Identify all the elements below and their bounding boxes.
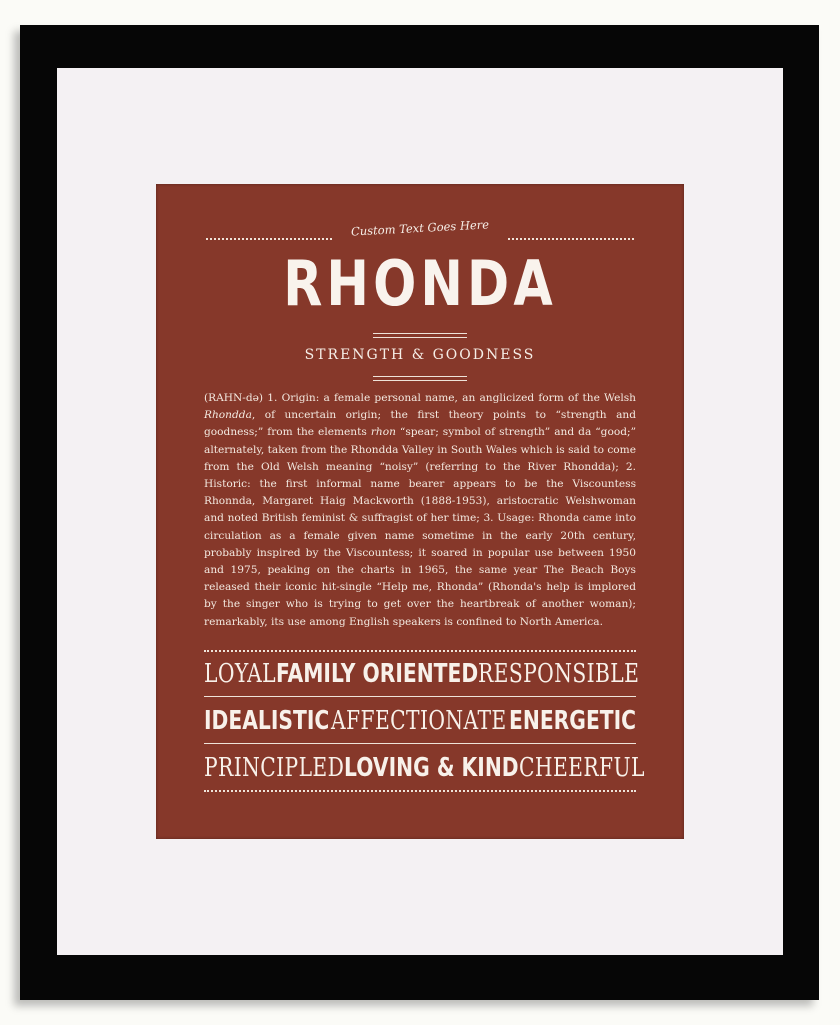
traits-row-3 xyxy=(204,748,645,788)
definition-part-2: , of uncertain origin; the first theory points to “strength and goodness;” from the elements xyxy=(204,409,636,439)
rule-top-short xyxy=(373,333,467,334)
trait-principled: PRINCIPLED xyxy=(204,753,345,783)
trait-idealistic: IDEALISTIC xyxy=(204,706,330,736)
trait-family-oriented: FAMILY ORIENTED xyxy=(275,659,478,689)
trait-loving-kind: LOVING & KIND xyxy=(344,753,520,783)
definition-welsh-name: Rhondda xyxy=(204,409,252,422)
traits-rule-1 xyxy=(204,696,636,697)
trait-responsible: RESPONSIBLE xyxy=(477,659,640,689)
traits-row-2 xyxy=(204,701,636,741)
custom-text: Custom Text Goes Here xyxy=(350,217,490,239)
rule-top-short-2 xyxy=(373,337,467,338)
trait-energetic: ENERGETIC xyxy=(508,706,636,736)
name-definition xyxy=(204,390,636,631)
definition-element: rhon xyxy=(370,426,396,439)
rule-bottom-short-2 xyxy=(373,380,467,381)
dotted-divider-traits-bottom xyxy=(204,790,636,792)
name-title: RHONDA xyxy=(283,247,557,320)
trait-cheerful: CHEERFUL xyxy=(519,753,645,783)
dotted-divider-right xyxy=(508,238,634,240)
name-print xyxy=(156,184,684,839)
dotted-divider-left xyxy=(206,238,332,240)
name-meaning: STRENGTH & GOODNESS xyxy=(304,347,536,363)
definition-part-3: “spear; symbol of strength” and da “good;” alternately, taken from the Rhondda Valley in South Wales which is said to come from the Old Welsh meaning “noisy” (referring to the River Rhondda); 2. Historic: the first informal name bearer appears to be the Viscountess Rhonnda, Margaret Haig Mackworth (1888-1953), aristocratic Welshwoman and noted British feminist & suffragist of her time; 3. Usage: Rhonda came into circulation as a female given name sometime in the early 20th century, probably inspired by the Viscountess; it soared in popular use between 1950 and 1975, peaking on the charts in 1965, the same year The Beach Boys released their iconic hit-single “Help me, Rhonda” (Rhonda's help is implored by the singer who is trying to get over the heartbreak of another woman); remarkably, its use among English speakers is confined to North America. xyxy=(204,426,636,628)
trait-loyal: LOYAL xyxy=(204,659,276,689)
traits-rule-2 xyxy=(204,743,636,744)
definition-part-1: (RAHN-də) 1. Origin: a female personal name, an anglicized form of the Welsh xyxy=(204,392,636,404)
rule-bottom-short xyxy=(373,376,467,377)
traits-row-1 xyxy=(204,654,640,694)
trait-affectionate: AFFECTIONATE xyxy=(331,706,508,736)
dotted-divider-traits-top xyxy=(204,650,636,652)
